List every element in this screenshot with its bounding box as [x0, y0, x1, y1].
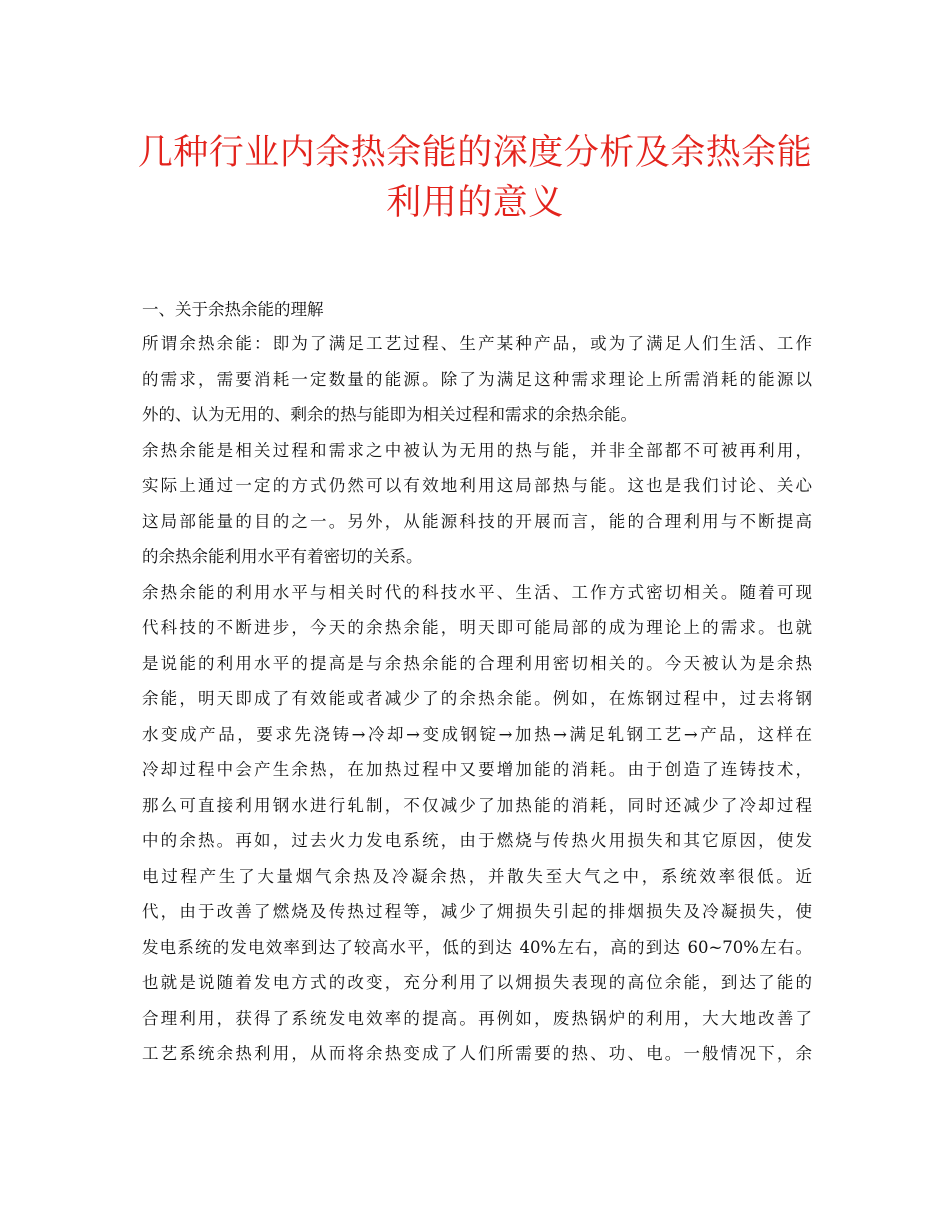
paragraph-3	[142, 575, 812, 1072]
paragraph-line: 是说能的利用水平的提高是与余热余能的合理利用密切相关的。今天被认为是余热	[142, 653, 812, 673]
paragraph-line: 的需求，需要消耗一定数量的能源。除了为满足这种需求理论上所需消耗的能源以	[142, 369, 812, 389]
paragraph-line: 合理利用，获得了系统发电效率的提高。再例如，废热锅炉的利用，大大地改善了	[142, 1008, 812, 1028]
document-title	[120, 128, 830, 228]
paragraph-line: 所谓余热余能：即为了满足工艺过程、生产某种产品，或为了满足人们生活、工作	[142, 334, 812, 353]
paragraph-line: 中的余热。再如，过去火力发电系统，由于燃烧与传热火用损失和其它原因，使发	[142, 831, 812, 850]
paragraph-line: 余能，明天即成了有效能或者减少了的余热余能。例如，在炼钢过程中，过去将钢	[142, 689, 812, 708]
paragraph-line: 这局部能量的目的之一。另外，从能源科技的开展而言，能的合理利用与不断提高	[142, 511, 812, 531]
paragraph-line: 的余热余能利用水平有着密切的关系。	[142, 547, 423, 566]
paragraph-1	[142, 326, 812, 433]
section-heading: 一、关于余热余能的理解	[142, 300, 324, 319]
paragraph-line: 电过程产生了大量烟气余热及冷凝余热，并散失至大气之中，系统效率很低。近	[142, 866, 812, 886]
paragraph-line: 那么可直接利用钢水进行轧制，不仅减少了加热能的消耗，同时还减少了冷却过程	[142, 795, 812, 815]
title-line-1: 几种行业内余热余能的深度分析及余热余能	[137, 133, 813, 173]
paragraph-2	[142, 433, 812, 575]
paragraph-line: 冷却过程中会产生余热，在加热过程中又要增加能的消耗。由于创造了连铸技术，	[142, 760, 812, 779]
paragraph-line: 工艺系统余热利用，从而将余热变成了人们所需要的热、功、电。一般情况下，余	[142, 1044, 812, 1063]
paragraph-line: 外的、认为无用的、剩余的热与能即为相关过程和需求的余热余能。	[142, 405, 637, 424]
document-body	[142, 293, 812, 1072]
paragraph-line: 实际上通过一定的方式仍然可以有效地利用这局部热与能。这也是我们讨论、关心	[142, 476, 812, 495]
paragraph-line: 代，由于改善了燃烧及传热过程等，减少了㶲损失引起的排烟损失及冷凝损失，使	[142, 902, 812, 921]
title-line-2: 利用的意义	[386, 183, 564, 223]
paragraph-line: 水变成产品，要求先浇铸→冷却→变成钢锭→加热→满足轧钢工艺→产品，这样在	[142, 724, 812, 744]
paragraph-line: 发电系统的发电效率到达了较高水平，低的到达 40%左右，高的到达 60~70%左右。	[142, 937, 812, 957]
paragraph-line: 也就是说随着发电方式的改变，充分利用了以㶲损失表现的高位余能，到达了能的	[142, 973, 812, 992]
paragraph-line: 代科技的不断进步，今天的余热余能，明天即可能局部的成为理论上的需求。也就	[142, 618, 812, 637]
paragraph-line: 余热余能是相关过程和需求之中被认为无用的热与能，并非全部都不可被再利用，	[142, 440, 812, 460]
paragraph-line: 余热余能的利用水平与相关时代的科技水平、生活、工作方式密切相关。随着可现	[142, 582, 812, 602]
